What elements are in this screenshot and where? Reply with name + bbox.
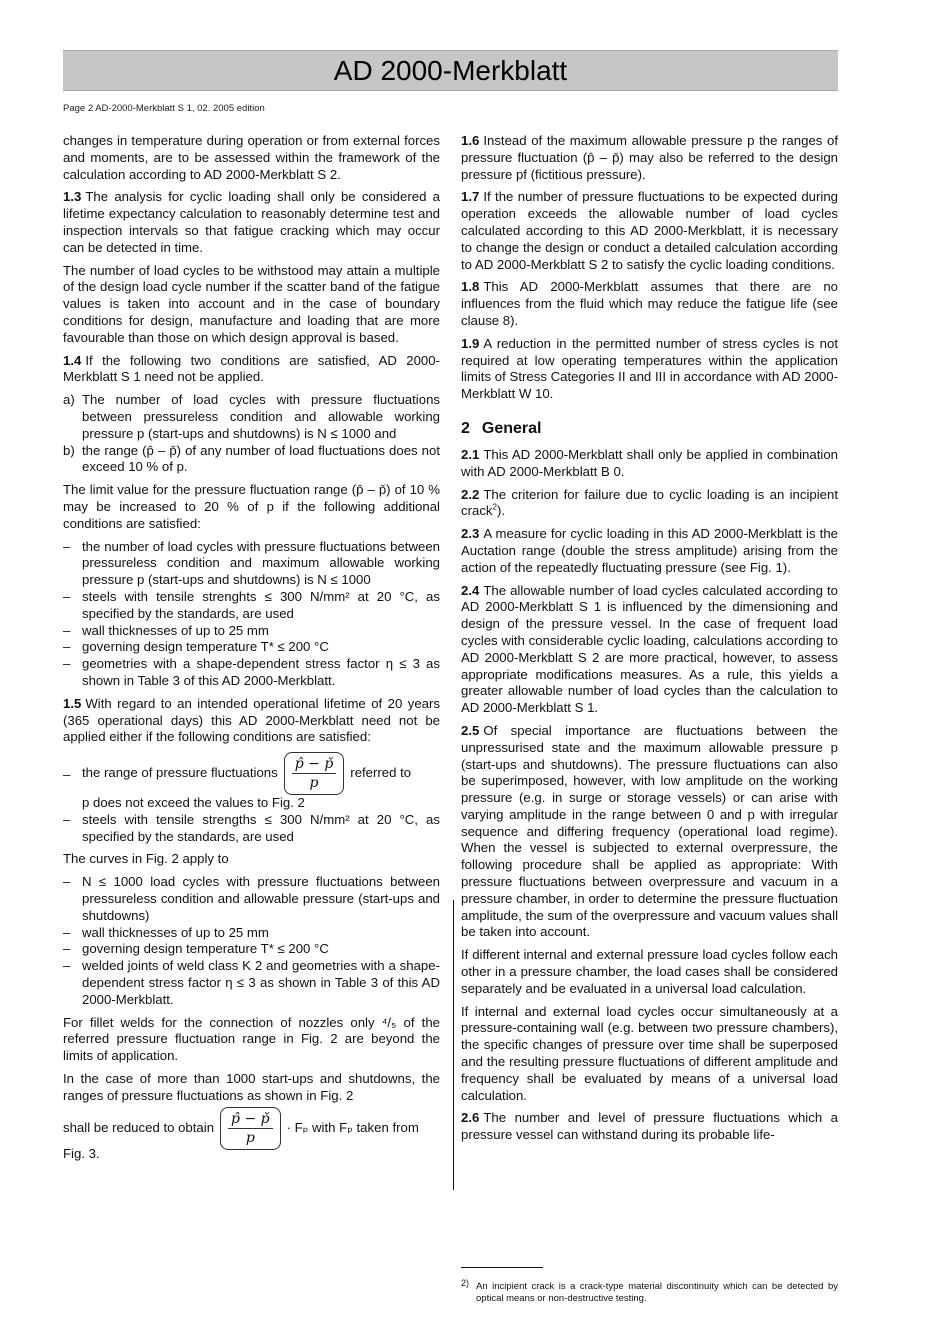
clause-text: A measure for cyclic loading in this AD 2000-Merkblatt is the Auctation range (double the stress amplitude) arising from the action of the repeatedly fluctuating pressure (see Fig. 1).: [461, 526, 838, 575]
list-item-text: N ≤ 1000 load cycles with pressure fluctuations between pressureless condition and allowable pressure (start-ups and shutdowns): [82, 874, 440, 923]
clause-number: 2.2: [461, 486, 480, 502]
paragraph-2-6: [461, 1110, 838, 1144]
list-item: [63, 925, 440, 942]
list-item-text: governing design temperature T* ≤ 200 °C: [82, 639, 329, 655]
clause-number: 1.5: [63, 695, 82, 711]
list-item: [63, 443, 440, 477]
clause-text: The allowable number of load cycles calculated according to AD 2000-Merkblatt S 1 is influenced by the dimensioning and design of the pressure vessel. In the case of frequent load cycles with considerable cyclic loading, calculations according to AD 2000-Merkblatt S 2 are more practical, however, to assess appropriate modifications measures. As a rule, this yields a greater allowable number of load cycles than the calculation to AD 2000-Merkblatt S 1.: [461, 582, 838, 716]
clause-text: Of special importance are fluctuations between the unpressurised state and the maximum allowable pressure p (start-ups and shutdowns). The pressure fluctuations can also be superimposed, however, with low amplitude on the working pressure (e.g. in surge or storage vessels) or can arise with varying amplitude in the range between 0 and p with irregular sequence and differing frequency (operational load regime). When the vessel is subjected to external overpressure, the following procedure shall be applied as appropriate: With pressure fluctuations between overpressure and vacuum in a pressure chamber, in order to determine the pressure fluctuation amplitude, the sum of the overpressure and vacuum values shall be taken into account.: [461, 722, 838, 940]
lifetime-conditions-list: [63, 752, 440, 845]
list-item-text: the number of load cycles with pressure fluctuations between pressureless condition and maximum allowable working pressure p (start-ups and shutdowns) is N ≤ 1000: [82, 538, 440, 588]
list-marker: a): [63, 392, 75, 408]
footnote-marker: 2): [461, 1278, 470, 1288]
fraction-numerator: p̂ − p̌: [228, 1110, 273, 1129]
paragraph-2-5-internal-external: If different internal and external pressure load cycles follow each other in a pressure chamber, the load cases shall be considered separately and be evaluated in a universal load calculation.: [461, 947, 838, 996]
list-item: [63, 589, 440, 623]
clause-text: This AD 2000-Merkblatt shall only be applied in combination with AD 2000-Merkblatt B 0.: [461, 446, 838, 479]
paragraph-1-9: [461, 336, 838, 403]
fraction-denominator: p: [309, 775, 319, 792]
list-item: [63, 752, 440, 812]
list-marker: –: [63, 924, 71, 940]
list-item: [63, 874, 440, 924]
paragraph-1-4: [63, 353, 440, 387]
clause-text: Instead of the maximum allowable pressure p the ranges of pressure fluctuation (p̂ – p̌) may also be referred to the design pressure pf (fictitious pressure).: [461, 133, 838, 182]
list-item-text: wall thicknesses of up to 25 mm: [82, 924, 269, 940]
clause-text: The number and level of pressure fluctuations which a pressure vessel can withstand during its probable life-: [461, 1110, 838, 1143]
list-item-text: steels with tensile strengths ≤ 300 N/mm² at 20 °C, as specified by the standards, are used: [82, 811, 440, 844]
paragraph-2-5-simultaneous: If internal and external load cycles occur simultaneously at a pressure-containing wall (e.g. between two pressure chambers), the specific changes of pressure over time shall be superposed and the resulting pressure fluctuations of different amplitude and frequency shall be evaluated by means of a universal load calculation.: [461, 1003, 838, 1103]
formula-line: [82, 752, 440, 795]
list-marker: –: [63, 767, 71, 783]
paragraph-2-2: [461, 487, 838, 521]
paragraph-startups: In the case of more than 1000 start-ups and shutdowns, the ranges of pressure fluctuations as shown in Fig. 2: [63, 1071, 440, 1103]
fraction-numerator: p̂ − p̌: [292, 755, 337, 774]
list-marker: –: [63, 639, 71, 655]
left-column: [63, 133, 440, 1162]
paragraph-2-3: [461, 526, 838, 576]
list-marker: –: [63, 538, 71, 554]
clause-text: A reduction in the permitted number of stress cycles is not required at low operating temperatures within the application limits of Stress Categories II and III in accordance with AD 2000-Merkblatt W 10.: [461, 335, 838, 402]
clause-number: 1.7: [461, 189, 480, 205]
list-item: [63, 812, 440, 846]
list-item-text: the range (p̂ – p̌) of any number of load fluctuations does not exceed 10 % of p.: [82, 442, 440, 475]
clause-number: 1.4: [63, 352, 82, 368]
right-column: [461, 133, 838, 1150]
fraction-denominator: p: [245, 1129, 255, 1146]
list-item-text: wall thicknesses of up to 25 mm: [82, 622, 269, 638]
paragraph-curves: The curves in Fig. 2 apply to: [63, 851, 229, 867]
clause-text-end: ).: [496, 503, 506, 519]
footnote-divider: [461, 1267, 543, 1268]
clause-number: 2.3: [461, 526, 480, 542]
clause-text: With regard to an intended operational lifetime of 20 years (365 operational days) this AD 2000-Merkblatt need not be applied either if the following conditions are satisfied:: [63, 695, 440, 745]
list-item: [63, 539, 440, 589]
section-heading-general: [461, 419, 838, 439]
paragraph-1-5: [63, 696, 440, 746]
paragraph-intro: changes in temperature during operation or from external forces and moments, are to be assessed within the framework of the calculation according to AD 2000-Merkblatt S 2.: [63, 133, 440, 182]
curves-conditions-list: [63, 874, 440, 1008]
clause-number: 2.5: [461, 722, 480, 738]
list-item-text: governing design temperature T* ≤ 200 °C: [82, 941, 329, 957]
formula-suffix: referred to: [350, 765, 412, 781]
clause-number: 1.3: [63, 189, 82, 205]
pressure-range-fraction: [220, 1107, 281, 1150]
revision-change-bar: [453, 900, 454, 1190]
paragraph-1-6: [461, 133, 838, 183]
list-marker: –: [63, 874, 71, 890]
list-item: [63, 639, 440, 656]
section-title: General: [481, 419, 542, 437]
clause-text: The analysis for cyclic loading shall only be considered a lifetime expectancy calculation to reasonably determine test and inspection intervals so that fatigue cracking which may occur can be detected in time.: [63, 189, 440, 255]
list-marker: –: [63, 588, 71, 604]
footnote: [461, 1278, 838, 1304]
list-marker: –: [63, 811, 71, 827]
paragraph-fillet-welds: For fillet welds for the connection of nozzles only ⁴/₅ of the referred pressure fluctuation range in Fig. 2 are beyond the limits of application.: [63, 1014, 440, 1064]
paragraph-1-3: [63, 189, 440, 256]
list-item-text: steels with tensile strenghts ≤ 300 N/mm² at 20 °C, as specified by the standards, are used: [82, 588, 440, 621]
list-marker: –: [63, 941, 71, 957]
conditions-list-ab: [63, 392, 440, 476]
clause-number: 2.6: [461, 1110, 480, 1126]
paragraph-2-1: [461, 447, 838, 481]
footnote-text: An incipient crack is a crack-type material discontinuity which can be detected by optical means or non-destructive testing.: [476, 1281, 838, 1304]
clause-number: 2.4: [461, 582, 480, 598]
list-item: [63, 958, 440, 1008]
clause-text: This AD 2000-Merkblatt assumes that there are no influences from the fluid which may reduce the fatigue life (see clause 8).: [461, 279, 838, 328]
section-number: 2: [461, 419, 470, 437]
list-marker: –: [63, 958, 71, 974]
list-item-text: The number of load cycles with pressure fluctuations between pressureless condition and allowable working pressure p (start-ups and shutdowns) is N ≤ 1000 and: [82, 392, 440, 441]
paragraph-2-4: [461, 583, 838, 717]
list-item: [63, 623, 440, 640]
clause-number: 1.6: [461, 133, 480, 148]
page-info: Page 2 AD-2000-Merkblatt S 1, 02. 2005 edition: [63, 103, 265, 114]
reduction-formula-line: [63, 1107, 440, 1150]
clause-number: 1.8: [461, 279, 480, 295]
formula-continuation: Fig. 3.: [63, 1145, 100, 1161]
formula-prefix: shall be reduced to obtain: [63, 1119, 215, 1135]
clause-text: If the following two conditions are satisfied, AD 2000-Merkblatt S 1 need not be applied.: [63, 352, 440, 385]
paragraph-1-8: [461, 279, 838, 329]
footnote-reference: 2: [492, 502, 497, 512]
list-item-text: geometries with a shape-dependent stress factor η ≤ 3 as shown in Table 3 of this AD 2000-Merkblatt.: [82, 656, 440, 688]
additional-conditions-list: [63, 539, 440, 690]
header-bar: [63, 50, 838, 91]
clause-number: 2.1: [461, 446, 480, 462]
list-item: [63, 392, 440, 442]
clause-text: The criterion for failure due to cyclic loading is an incipient crack: [461, 486, 838, 519]
paragraph-1-3-continued: The number of load cycles to be withstood may attain a multiple of the design load cycle number if the scatter band of the fatigue values is taken into account and in the case of boundary conditions for design, manufacture and loading that are more favourable than those on which design approval is based.: [63, 262, 440, 345]
list-item-text: p does not exceed the values to Fig. 2: [82, 795, 305, 811]
list-item: [63, 656, 440, 690]
list-item: [63, 941, 440, 958]
list-marker: –: [63, 656, 71, 672]
paragraph-1-7: [461, 189, 838, 273]
pressure-range-fraction: [284, 752, 345, 795]
paragraph-limit-value: The limit value for the pressure fluctuation range (p̂ – p̌) of 10 % may be increased to 20 % of p if the following additional conditions are satisfied:: [63, 482, 440, 531]
formula-suffix: · Fₚ with Fₚ taken from: [286, 1119, 419, 1135]
list-marker: –: [63, 622, 71, 638]
list-item-text: welded joints of weld class K 2 and geometries with a shape-dependent stress factor η ≤ 3 as shown in Table 3 of this AD 2000-Merkblatt.: [82, 958, 440, 1007]
clause-number: 1.9: [461, 335, 480, 351]
clause-text: If the number of pressure fluctuations to be expected during operation exceeds the allowable number of load cycles calculated according to this AD 2000-Merkblatt, it is necessary to change the design or conduct a detailed calculation according to AD 2000-Merkblatt S 2 to satisfy the cyclic loading conditions.: [461, 189, 838, 272]
list-marker: b): [63, 442, 75, 458]
document-title: AD 2000-Merkblatt: [333, 55, 568, 86]
paragraph-2-5: [461, 723, 838, 941]
formula-prefix: the range of pressure fluctuations: [82, 765, 278, 781]
